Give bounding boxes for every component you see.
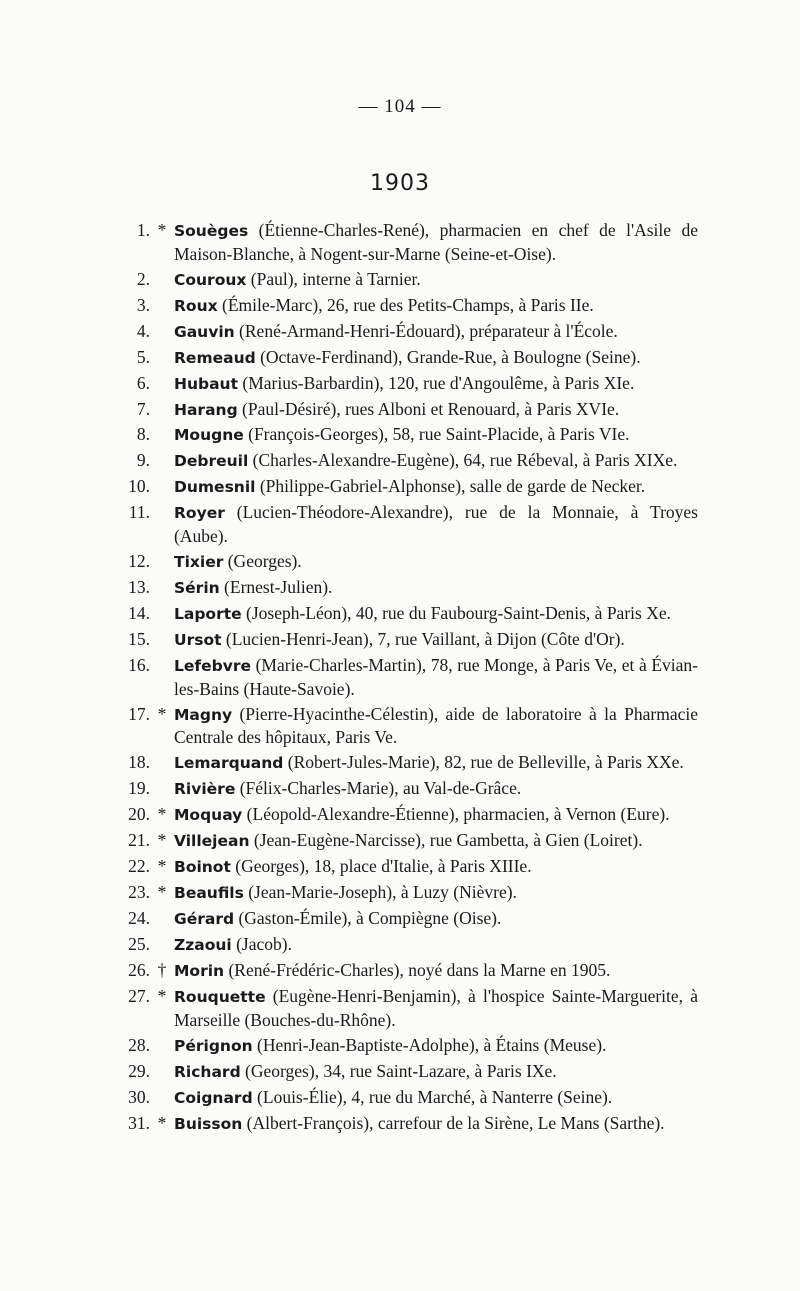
entry-number: 29.	[128, 1060, 150, 1081]
entry-name: Remeaud	[174, 348, 256, 367]
list-item	[0, 372, 698, 396]
entry-name: Royer	[174, 504, 225, 523]
list-item	[0, 501, 698, 547]
entry-name: Roux	[174, 296, 218, 315]
list-item	[0, 602, 698, 626]
entry-description: (Pierre-Hyacinthe-Célestin), aide de laboratoire à la Pharmacie Centrale des hôpitaux, Paris Ve.	[174, 703, 698, 748]
entry-name: Debreuil	[174, 452, 249, 471]
list-item	[0, 829, 698, 853]
entry-number: 31.	[128, 1112, 150, 1133]
entry-name: Morin	[174, 961, 225, 980]
entry-name: Ursot	[174, 630, 222, 649]
entry-description: (Charles-Alexandre-Eugène), 64, rue Rébeval, à Paris XIXe.	[248, 450, 678, 471]
list-item	[0, 703, 698, 749]
entry-number: 14.	[128, 602, 150, 623]
entry-mark: *	[157, 703, 167, 724]
entry-name: Lefebvre	[174, 656, 252, 675]
entry-name: Sérin	[174, 579, 220, 597]
entry-number: 26.	[128, 959, 150, 980]
list-item	[0, 751, 698, 775]
entry-number: 4.	[136, 320, 150, 341]
entry-number: 5.	[136, 346, 150, 367]
entry-description: (Henri-Jean-Baptiste-Adolphe), à Étains (Meuse).	[252, 1034, 607, 1055]
entry-name: Richard	[174, 1062, 241, 1081]
entry-name: Mougne	[174, 426, 244, 445]
entry-number: 30.	[128, 1086, 150, 1107]
entry-name: Gérard	[174, 910, 235, 929]
entry-name: Hubaut	[174, 374, 239, 393]
entry-number: 3.	[136, 294, 150, 315]
entry-number: 27.	[128, 985, 150, 1006]
list-item	[0, 855, 698, 879]
list-item	[0, 475, 698, 499]
entry-number: 17.	[128, 703, 150, 724]
list-item	[0, 346, 698, 370]
entry-name: Harang	[174, 400, 238, 419]
list-item	[0, 1034, 698, 1058]
entry-description: (Gaston-Émile), à Compiègne (Oise).	[234, 908, 502, 929]
entry-name: Dumesnil	[174, 478, 256, 497]
list-item	[0, 268, 698, 292]
entry-number: 15.	[128, 628, 150, 649]
entry-number: 6.	[136, 372, 150, 393]
list-item	[0, 550, 698, 574]
entry-description: (Georges), 34, rue Saint-Lazare, à Paris IXe.	[240, 1060, 557, 1081]
entry-mark: *	[157, 804, 167, 825]
entry-description: (Georges), 18, place d'Italie, à Paris XIIIe.	[230, 856, 532, 877]
entry-number: 8.	[136, 424, 150, 445]
entry-name: Tixier	[174, 553, 224, 572]
entry-description: (Louis-Élie), 4, rue du Marché, à Nanterre (Seine).	[252, 1086, 613, 1107]
entry-description: (Félix-Charles-Marie), au Val-de-Grâce.	[235, 778, 522, 799]
entry-mark: *	[157, 985, 167, 1006]
entry-name: Souèges	[174, 222, 249, 240]
entry-name: Magny	[174, 705, 233, 724]
entry-description: (Marius-Barbardin), 120, rue d'Angoulême, à Paris XIe.	[238, 372, 635, 393]
list-item	[0, 959, 698, 983]
entry-name: Moquay	[174, 806, 243, 825]
entry-description: (François-Georges), 58, rue Saint-Placide, à Paris VIe.	[243, 424, 630, 445]
entry-number: 23.	[128, 882, 150, 903]
entry-description: (Jean-Eugène-Narcisse), rue Gambetta, à Gien (Loiret).	[249, 830, 643, 851]
entry-mark: †	[157, 959, 167, 980]
entry-number: 2.	[136, 268, 150, 289]
list-item	[0, 777, 698, 801]
entry-number: 13.	[128, 577, 150, 597]
entry-number: 12.	[128, 551, 150, 572]
entry-number: 7.	[136, 398, 150, 419]
section-year-heading: 1903	[370, 171, 430, 196]
entry-description: (Lucien-Théodore-Alexandre), rue de la Monnaie, à Troyes (Aube).	[174, 502, 698, 547]
entry-name: Villejean	[174, 832, 250, 851]
entry-number: 9.	[136, 450, 150, 471]
entry-description: (Georges).	[223, 551, 302, 572]
entry-name: Beaufils	[174, 884, 244, 903]
entry-list	[0, 219, 800, 1137]
entry-description: (Albert-François), carrefour de la Sirène, Le Mans (Sarthe).	[242, 1112, 665, 1133]
entry-name: Coignard	[174, 1088, 253, 1107]
list-item	[0, 423, 698, 447]
entry-description: (Jacob).	[231, 934, 292, 954]
entry-number: 24.	[128, 908, 150, 929]
entry-description: (Joseph-Léon), 40, rue du Faubourg-Saint-Denis, à Paris Xe.	[241, 602, 671, 623]
entry-description: (Paul), interne à Tarnier.	[246, 268, 421, 289]
entry-number: 28.	[128, 1034, 150, 1055]
entry-number: 19.	[128, 778, 150, 799]
list-item	[0, 1060, 698, 1084]
list-item	[0, 294, 698, 318]
list-item	[0, 1112, 698, 1136]
list-item	[0, 907, 698, 931]
entry-name: Buisson	[174, 1114, 243, 1133]
list-item	[0, 881, 698, 905]
entry-number: 11.	[128, 502, 150, 523]
entry-description: (Jean-Marie-Joseph), à Luzy (Nièvre).	[243, 882, 517, 903]
entry-name: Rivière	[174, 780, 236, 799]
list-item	[0, 628, 698, 652]
entry-description: (Ernest-Julien).	[219, 577, 333, 597]
entry-name: Boinot	[174, 858, 231, 877]
entry-name: Gauvin	[174, 322, 235, 341]
entry-number: 20.	[128, 804, 150, 825]
entry-number: 10.	[128, 476, 150, 497]
list-item	[0, 933, 698, 957]
entry-description: (Eugène-Henri-Benjamin), à l'hospice Sainte-Marguerite, à Marseille (Bouches-du-Rhône).	[174, 985, 698, 1030]
entry-description: (Marie-Charles-Martin), 78, rue Monge, à Paris Ve, et à Évian-les-Bains (Haute-Savoie).	[174, 654, 698, 699]
entry-description: (Philippe-Gabriel-Alphonse), salle de garde de Necker.	[255, 476, 646, 497]
list-item	[0, 398, 698, 422]
entry-description: (Paul-Désiré), rues Alboni et Renouard, à Paris XVIe.	[237, 398, 620, 419]
list-item	[0, 654, 698, 700]
entry-description: (Octave-Ferdinand), Grande-Rue, à Boulogne (Seine).	[255, 346, 641, 367]
list-item	[0, 219, 698, 265]
entry-name: Rouquette	[174, 987, 266, 1006]
entry-mark: *	[157, 1112, 167, 1133]
entry-description: (Étienne-Charles-René), pharmacien en chef de l'Asile de Maison-Blanche, à Nogent-sur-Marne (Seine-et-Oise).	[174, 220, 698, 264]
entry-description: (Léopold-Alexandre-Étienne), pharmacien, à Vernon (Eure).	[242, 804, 670, 825]
entry-description: (Émile-Marc), 26, rue des Petits-Champs, à Paris IIe.	[217, 294, 594, 315]
list-item	[0, 320, 698, 344]
entry-description: (René-Frédéric-Charles), noyé dans la Marne en 1905.	[224, 959, 611, 980]
list-item	[0, 1086, 698, 1110]
list-item	[0, 449, 698, 473]
list-item	[0, 985, 698, 1031]
entry-number: 21.	[128, 830, 150, 851]
list-item	[0, 803, 698, 827]
entry-name: Zzaoui	[174, 936, 232, 954]
entry-description: (Robert-Jules-Marie), 82, rue de Belleville, à Paris XXe.	[283, 752, 684, 773]
entry-number: 22.	[128, 856, 150, 877]
entry-mark: *	[157, 220, 167, 240]
entry-number: 16.	[128, 654, 150, 675]
entry-description: (René-Armand-Henri-Édouard), préparateur à l'École.	[234, 320, 618, 341]
entry-mark: *	[157, 856, 167, 877]
entry-number: 1.	[136, 220, 150, 240]
entry-name: Couroux	[174, 270, 247, 289]
list-item	[0, 576, 698, 600]
entry-name: Pérignon	[174, 1036, 253, 1055]
entry-number: 25.	[128, 934, 150, 954]
entry-description: (Lucien-Henri-Jean), 7, rue Vaillant, à Dijon (Côte d'Or).	[221, 628, 625, 649]
page-number: — 104 —	[358, 96, 442, 117]
entry-number: 18.	[128, 752, 150, 773]
entry-name: Lemarquand	[174, 754, 284, 773]
entry-name: Laporte	[174, 604, 242, 623]
entry-mark: *	[157, 830, 167, 851]
entry-mark: *	[157, 882, 167, 903]
